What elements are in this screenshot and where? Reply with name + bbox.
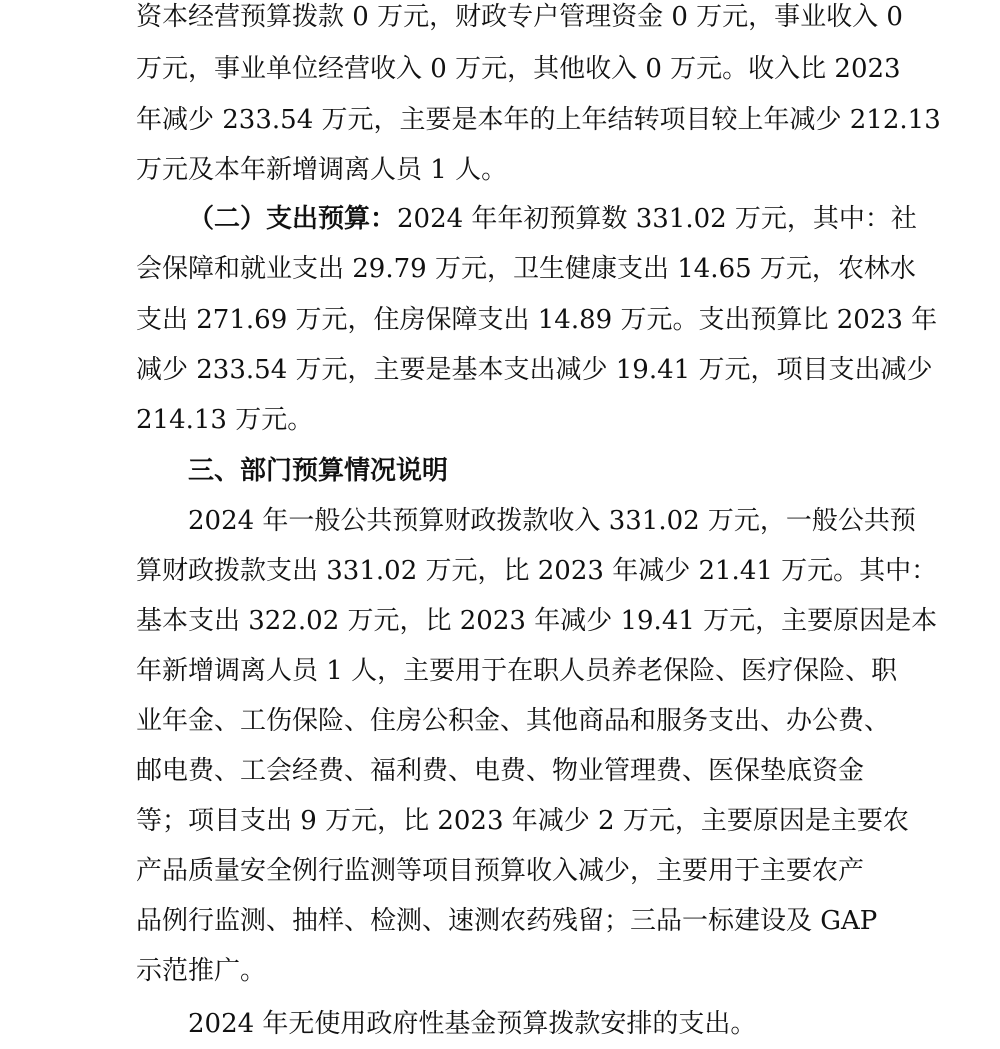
general-budget-line-4: 年新增调离人员 1 人，主要用于在职人员养老保险、医疗保险、职 (136, 656, 898, 686)
expenditure-line-4: 减少 233.54 万元，主要是基本支出减少 19.41 万元，项目支出减少 (136, 355, 933, 385)
general-budget-line-10: 示范推广。 (136, 956, 267, 986)
fund-budget-line: 2024 年无使用政府性基金预算拨款安排的支出。 (188, 1009, 757, 1039)
expenditure-heading: （二）支出预算： (188, 204, 397, 234)
general-budget-line-3: 基本支出 322.02 万元，比 2023 年减少 19.41 万元，主要原因是本 (136, 606, 938, 636)
income-line-2: 万元，事业单位经营收入 0 万元，其他收入 0 万元。收入比 2023 (136, 54, 901, 84)
general-budget-line-9: 品例行监测、抽样、检测、速测农药残留；三品一标建设及 GAP (136, 906, 878, 936)
income-line-3: 年减少 233.54 万元，主要是本年的上年结转项目较上年减少 212.13 (136, 105, 941, 135)
general-budget-line-6: 邮电费、工会经费、福利费、电费、物业管理费、医保垫底资金 (136, 756, 865, 786)
general-budget-line-7: 等；项目支出 9 万元，比 2023 年减少 2 万元，主要原因是主要农 (136, 806, 909, 836)
expenditure-line-1: 2024 年年初预算数 331.02 万元，其中：社 (397, 204, 917, 234)
income-line-1: 资本经营预算拨款 0 万元，财政专户管理资金 0 万元，事业收入 0 (136, 2, 903, 32)
general-budget-line-5: 业年金、工伤保险、住房公积金、其他商品和服务支出、办公费、 (136, 706, 891, 736)
expenditure-line-5: 214.13 万元。 (136, 405, 314, 435)
general-budget-line-2: 算财政拨款支出 331.02 万元，比 2023 年减少 21.41 万元。其中： (136, 556, 938, 586)
expenditure-line-2: 会保障和就业支出 29.79 万元，卫生健康支出 14.65 万元，农林水 (136, 254, 916, 284)
general-budget-line-8: 产品质量安全例行监测等项目预算收入减少，主要用于主要农产 (136, 856, 865, 886)
expenditure-line-3: 支出 271.69 万元，住房保障支出 14.89 万元。支出预算比 2023 年 (136, 305, 938, 335)
general-budget-line-1: 2024 年一般公共预算财政拨款收入 331.02 万元，一般公共预 (188, 506, 916, 536)
section-three-heading: 三、部门预算情况说明 (188, 456, 449, 486)
income-line-4: 万元及本年新增调离人员 1 人。 (136, 155, 508, 185)
